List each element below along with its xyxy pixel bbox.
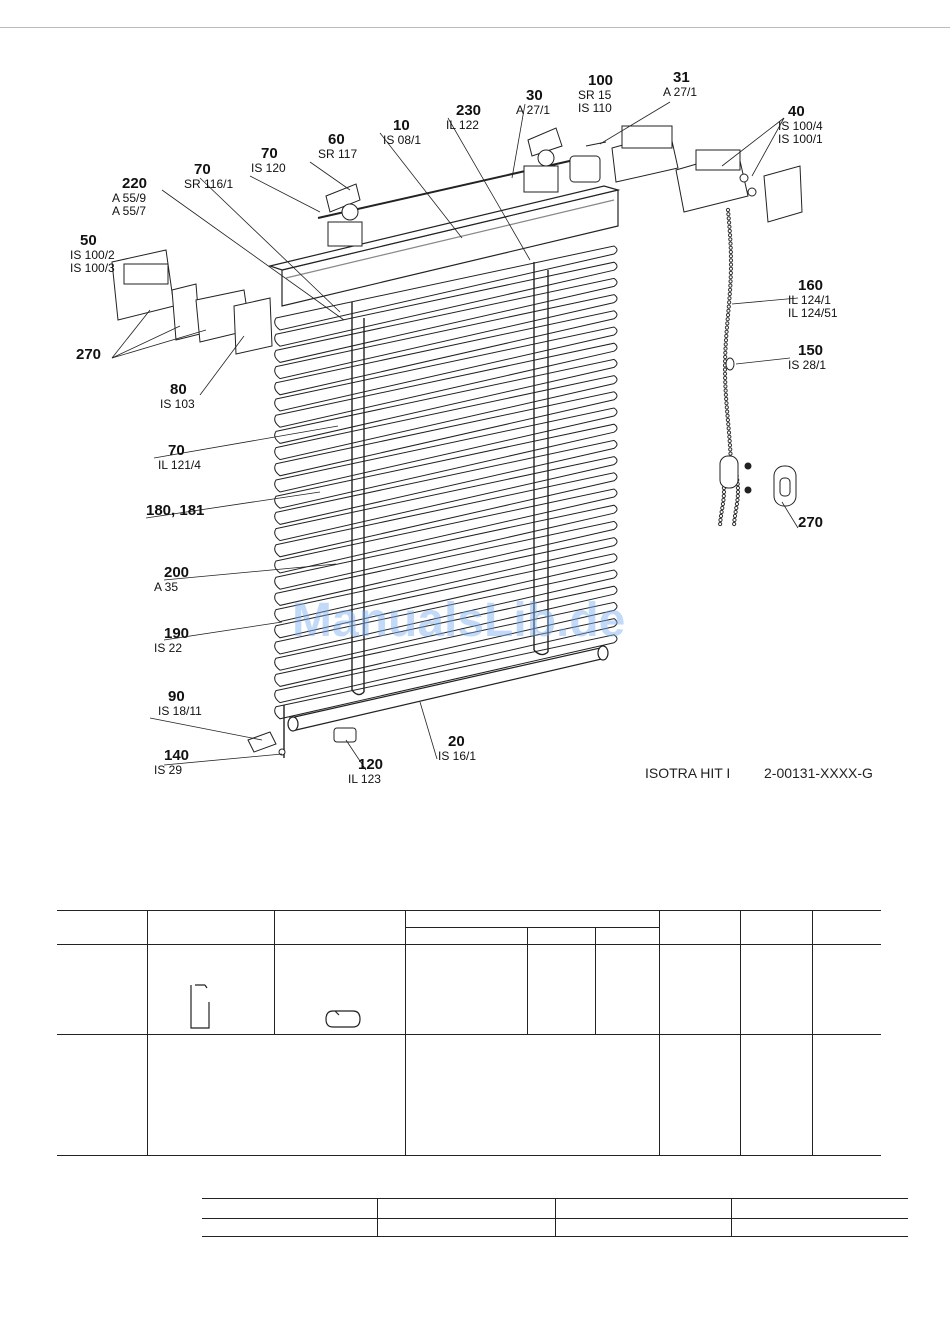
table-row-divider (57, 1034, 881, 1035)
chain-bead (727, 309, 730, 312)
chain-bead (727, 427, 730, 430)
chain-bead (724, 385, 727, 388)
part-number-70b: 70 (194, 161, 211, 178)
chain-bead (724, 343, 727, 346)
chain-bead (722, 494, 725, 497)
part-code-200: A 35 (154, 580, 179, 594)
chain-bead (726, 418, 729, 421)
part-code-20: IS 16/1 (438, 749, 477, 763)
slat-profile-icon (187, 982, 217, 1032)
part-number-220: 220 (122, 175, 148, 192)
chain-bead (721, 506, 724, 509)
part-code-80: IS 103 (160, 397, 195, 411)
part-number-230: 230 (456, 102, 482, 119)
part-number-200: 200 (164, 564, 190, 581)
part-code-230: IL 122 (446, 118, 479, 132)
table-col-line (405, 910, 406, 1156)
chain-bead (724, 389, 727, 392)
part-code-70b: SR 116/1 (184, 177, 234, 191)
chain-bead (729, 448, 732, 451)
chain-bead (719, 518, 722, 521)
chain-bead (726, 410, 729, 413)
spec-table-1 (57, 910, 881, 1156)
chain-bead (729, 255, 732, 258)
part-code-50: IS 100/2 (70, 248, 115, 262)
chain-bead (726, 322, 729, 325)
chain-bead (723, 368, 726, 371)
chain-bead (729, 284, 732, 287)
part-code-60: SR 117 (318, 147, 358, 161)
chain-bead (725, 397, 728, 400)
table-col-line (731, 1198, 732, 1237)
chain-bead (724, 351, 727, 354)
chain-bead (722, 490, 725, 493)
chain-bead (728, 225, 731, 228)
chain-bead (725, 334, 728, 337)
part-number-60: 60 (328, 131, 345, 148)
chain-bead (725, 402, 728, 405)
chain-bead (728, 444, 731, 447)
part-number-50: 50 (80, 232, 97, 249)
chain-bead (729, 263, 732, 266)
part-code-40: IS 100/4 (778, 119, 823, 133)
chain-bead (728, 229, 731, 232)
table-col-line (595, 927, 596, 1034)
part-code-100: IS 110 (578, 101, 612, 115)
chain-accessories (720, 358, 796, 506)
table-col-line (527, 927, 528, 1034)
chain-bead (720, 510, 723, 513)
blind-slats (275, 246, 617, 719)
chain-bead (725, 330, 728, 333)
part-number-180: 180, 181 (146, 502, 205, 519)
chain-bead (724, 381, 727, 384)
chain-bead (727, 305, 730, 308)
chain-bead (736, 498, 739, 501)
part-code-40: IS 100/1 (778, 132, 823, 146)
chain-bead (729, 267, 732, 270)
chain-bead (729, 259, 732, 262)
part-code-220: A 55/7 (112, 204, 147, 218)
part-code-31: A 27/1 (663, 85, 698, 99)
chain-bead (727, 221, 730, 224)
chain-bead (724, 355, 727, 358)
chain-bead (736, 494, 739, 497)
chain-bead (729, 280, 732, 283)
part-code-190: IS 22 (154, 641, 183, 655)
chain-bead (719, 514, 722, 517)
chain-bead (729, 246, 732, 249)
part-number-70a: 70 (261, 145, 278, 162)
chain-bead (728, 292, 731, 295)
part-code-150: IS 28/1 (788, 358, 827, 372)
part-number-10: 10 (393, 117, 410, 134)
table-bottom-border (57, 1155, 881, 1156)
part-number-190: 190 (164, 625, 190, 642)
chain-bead (733, 514, 736, 517)
part-number-31: 31 (673, 69, 690, 86)
part-number-80: 80 (170, 381, 187, 398)
chain-bead (724, 393, 727, 396)
part-number-150: 150 (798, 342, 824, 359)
chain-bead (728, 288, 731, 291)
part-code-30: A 27/1 (516, 103, 551, 117)
table-col-line (740, 910, 741, 1156)
chain-bead (724, 376, 727, 379)
part-number-160: 160 (798, 277, 824, 294)
chain-bead (724, 339, 727, 342)
table-col-line (659, 910, 660, 1156)
chain-bead (729, 242, 732, 245)
chain-bead (735, 502, 738, 505)
chain-bead (729, 276, 732, 279)
part-number-120: 120 (358, 756, 384, 773)
chain-bead (729, 271, 732, 274)
chain-bead (729, 250, 732, 253)
chain-bead (719, 522, 722, 525)
chain-bead (729, 238, 732, 241)
part-number-90: 90 (168, 688, 185, 705)
chain-bead (726, 318, 729, 321)
part-code-10: IS 08/1 (383, 133, 422, 147)
table-col-line (147, 910, 148, 1156)
chain-bead (727, 217, 730, 220)
chain-bead (729, 452, 732, 455)
part-code-120: IL 123 (348, 772, 381, 786)
part-code-70c: IL 121/4 (158, 458, 201, 472)
rail-profile-icon (323, 1008, 363, 1030)
table-col-line (377, 1198, 378, 1237)
chain-bead (726, 313, 729, 316)
part-code-140: IS 29 (154, 763, 183, 777)
chain-bead (727, 213, 730, 216)
chain-bead (734, 510, 737, 513)
drawing-number: 2-00131-XXXX-G (764, 765, 873, 781)
chain-bead (727, 431, 730, 434)
part-code-100: SR 15 (578, 88, 612, 102)
chain-bead (736, 490, 739, 493)
table-col-line (274, 910, 275, 1034)
table-header-divider (57, 944, 881, 945)
watermark: ManualsLib.de (292, 594, 626, 647)
table-subheader-line (405, 927, 659, 928)
part-number-270b: 270 (798, 514, 824, 531)
table-col-line (812, 910, 813, 1156)
part-number-70c: 70 (168, 442, 185, 459)
chain-bead (726, 414, 729, 417)
part-code-160: IL 124/51 (788, 306, 838, 320)
chain-bead (724, 347, 727, 350)
chain-bead (726, 208, 729, 211)
chain-bead (722, 498, 725, 501)
part-number-270a: 270 (76, 346, 102, 363)
chain-bead (728, 439, 731, 442)
part-code-220: A 55/9 (112, 191, 147, 205)
chain-bead (733, 522, 736, 525)
part-number-20: 20 (448, 733, 465, 750)
spec-table-2 (202, 1198, 908, 1238)
chain-bead (725, 406, 728, 409)
chain-bead (723, 372, 726, 375)
part-number-30: 30 (526, 87, 543, 104)
chain-bead (728, 234, 731, 237)
part-code-70a: IS 120 (251, 161, 286, 175)
part-code-90: IS 18/11 (158, 704, 202, 718)
chain-bead (733, 518, 736, 521)
table-col-line (555, 1198, 556, 1237)
part-number-100: 100 (588, 72, 614, 89)
part-code-160: IL 124/1 (788, 293, 831, 307)
part-number-140: 140 (164, 747, 190, 764)
chain-bead (727, 423, 730, 426)
part-number-40: 40 (788, 103, 805, 120)
table-top-border (57, 910, 881, 911)
chain-bead (728, 435, 731, 438)
product-name: ISOTRA HIT I (645, 765, 731, 781)
chain-bead (735, 506, 738, 509)
chain-bead (736, 486, 739, 489)
chain-bead (728, 297, 731, 300)
chain-bead (721, 502, 724, 505)
chain-bead (728, 301, 731, 304)
part-code-50: IS 100/3 (70, 261, 115, 275)
chain-bead (725, 326, 728, 329)
